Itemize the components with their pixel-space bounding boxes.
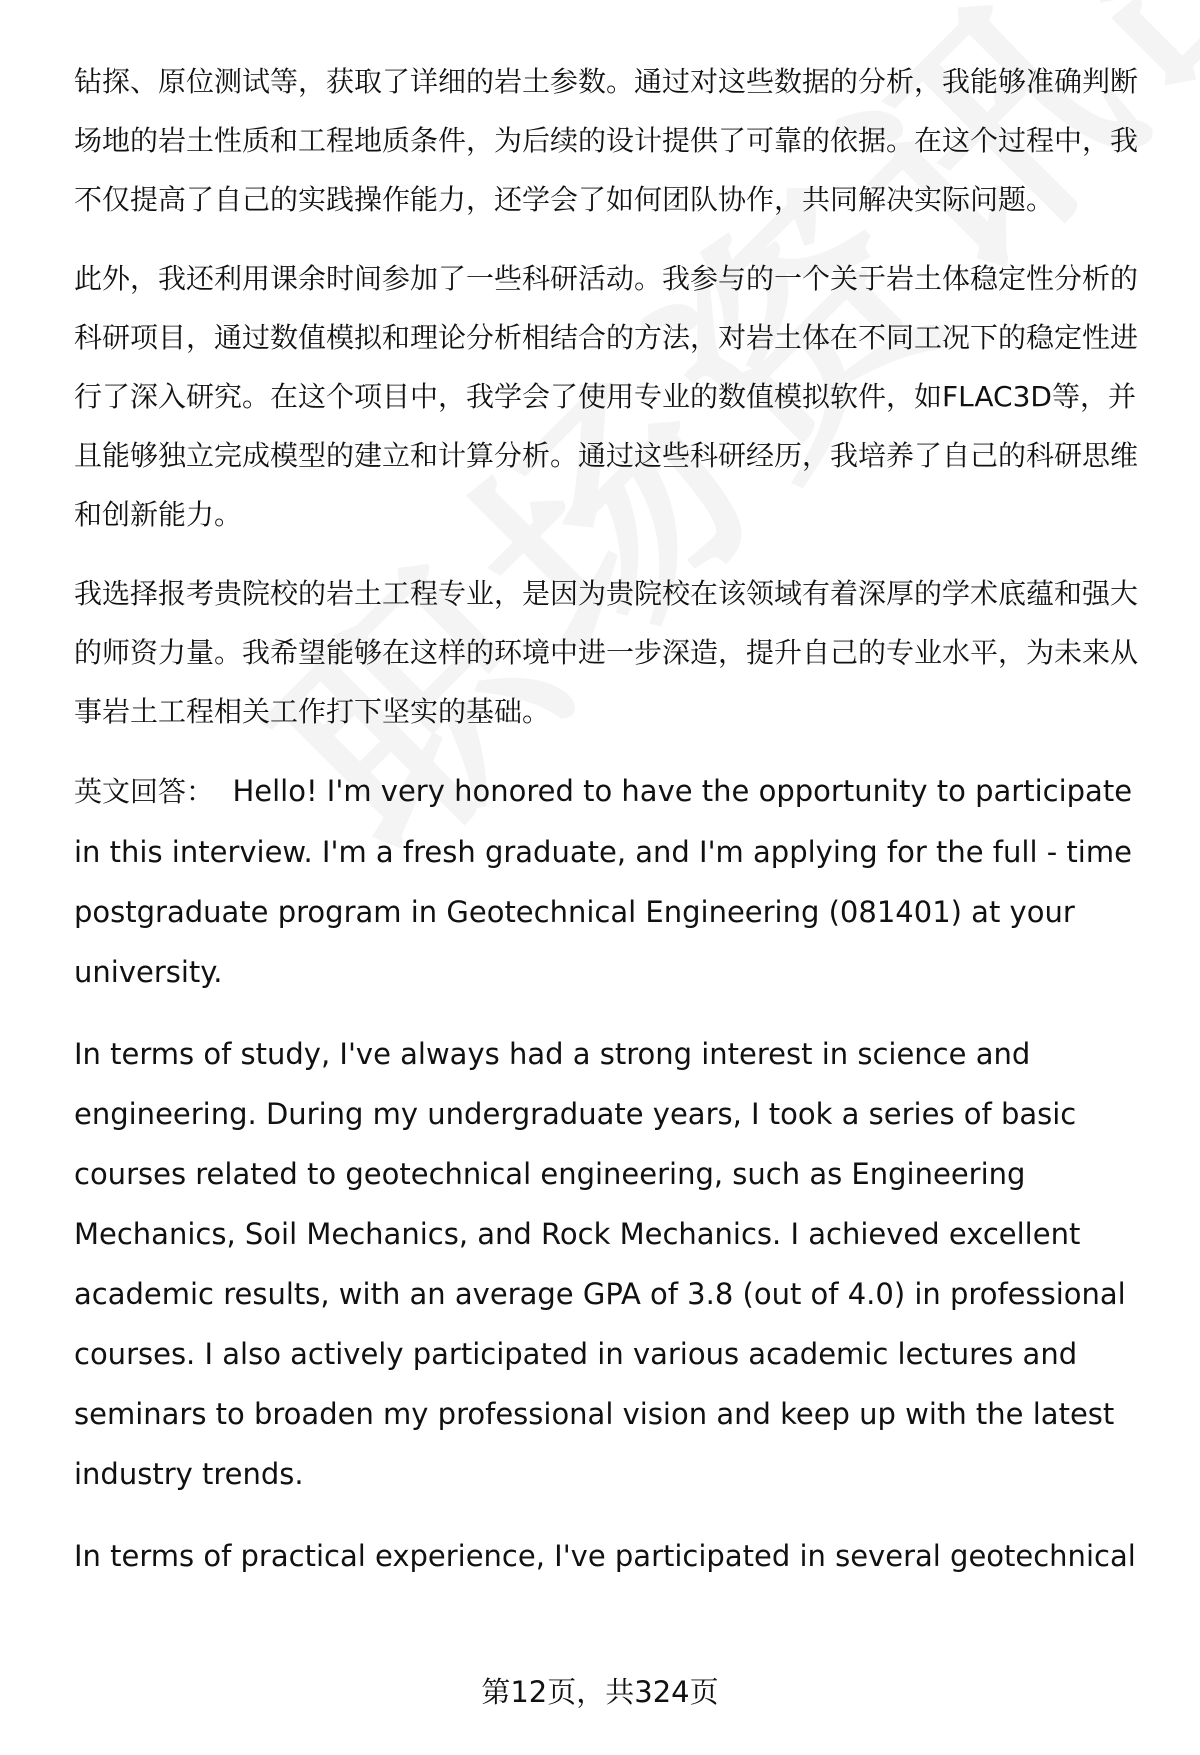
english-answer-label: 英文回答： (74, 775, 215, 808)
paragraph-motivation: 我选择报考贵院校的岩土工程专业，是因为贵院校在该领域有着深厚的学术底蕴和强大的师资力量。我希望能够在这样的环境中进一步深造，提升自己的专业水平，为未来从事岩土工程相关工作打下坚实的基础。 (74, 577, 1139, 728)
paragraph-fieldwork: 钻探、原位测试等，获取了详细的岩土参数。通过对这些数据的分析，我能够准确判断场地的岩土性质和工程地质条件，为后续的设计提供了可靠的依据。在这个过程中，我不仅提高了自己的实践操作能力，还学会了如何团队协作，共同解决实际问题。 (74, 65, 1139, 216)
page-indicator: 第12页，共324页 (481, 1675, 719, 1709)
english-intro-text: Hello! I'm very honored to have the opportunity to participate in this interview. I'm a fresh graduate, and I'm applying for the full - time postgraduate program in Geotechnical Engineering (081401) at your university. (74, 774, 1142, 989)
paragraph-english-study: In terms of study, I've always had a strong interest in science and engineering. During my undergraduate years, I took a series of basic courses related to geotechnical engineering, such as Engineering Mechanics, Soil Mechanics, and Rock Mechanics. I achieved excellent academic results, with an average GPA of 3.8 (out of 4.0) in professional courses. I also actively participated in various academic lectures and seminars to broaden my professional vision and keep up with the latest industry trends. (74, 1037, 1126, 1491)
paragraph-research: 此外，我还利用课余时间参加了一些科研活动。我参与的一个关于岩土体稳定性分析的科研项目，通过数值模拟和理论分析相结合的方法，对岩土体在不同工况下的稳定性进行了深入研究。在这个项目中，我学会了使用专业的数值模拟软件，如FLAC3D等，并且能够独立完成模型的建立和计算分析。通过这些科研经历，我培养了自己的科研思维和创新能力。 (74, 262, 1139, 531)
paragraph-english-intro (74, 761, 1154, 1002)
document-body (74, 52, 1154, 1608)
paragraph-english-practice: In terms of practical experience, I've participated in several geotechnical (74, 1539, 1136, 1573)
